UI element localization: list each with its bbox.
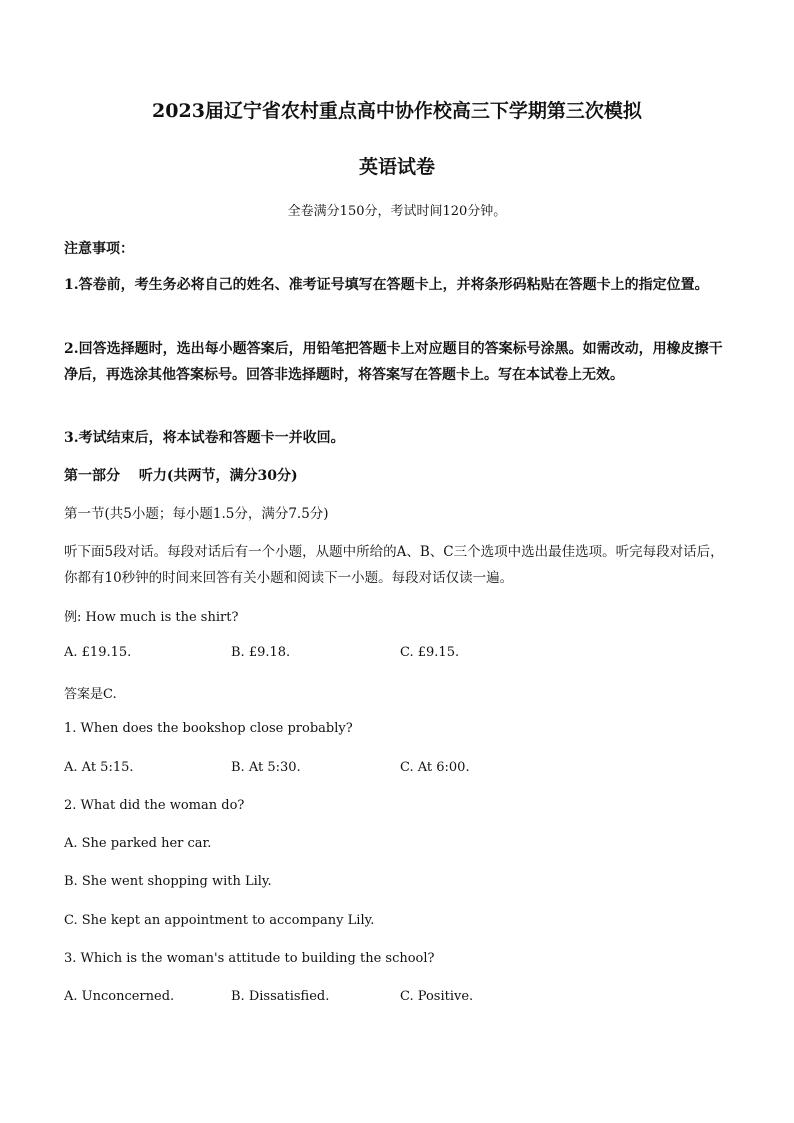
- part1-heading: 第一部分 听力(共两节，满分30分): [64, 468, 298, 484]
- example-option-b: B. £9.18.: [231, 645, 291, 660]
- example-option-c: C. £9.15.: [400, 645, 460, 660]
- question-3: 3. Which is the woman's attitude to building the school?: [64, 951, 435, 966]
- question-3-option-a: A. Unconcerned.: [64, 989, 175, 1004]
- question-1: 1. When does the bookshop close probably?: [64, 721, 353, 736]
- question-1-option-c: C. At 6:00.: [400, 760, 470, 775]
- example-answer: 答案是C.: [64, 687, 117, 702]
- note-item-1: 1.答卷前，考生务必将自己的姓名、准考证号填写在答题卡上，并将条形码粘贴在答题卡上的指定位置。: [64, 277, 709, 293]
- section1-instructions: 听下面5段对话。每段对话后有一个小题，从题中所给的A、B、C三个选项中选出最佳选项。听完每段对话后，你都有10秒钟的时间来回答有关小题和阅读下一小题。每段对话仅读一遍。: [64, 544, 724, 586]
- question-2: 2. What did the woman do?: [64, 798, 245, 813]
- question-2-option-c: C. She kept an appointment to accompany Lily.: [64, 913, 375, 928]
- exam-subtitle: 英语试卷: [358, 156, 435, 178]
- example-option-a: A. £19.15.: [64, 645, 132, 660]
- exam-info: 全卷满分150分，考试时间120分钟。: [287, 204, 507, 219]
- question-1-option-a: A. At 5:15.: [64, 760, 134, 775]
- note-item-3: 3.考试结束后，将本试卷和答题卡一并收回。: [64, 430, 345, 446]
- notes-heading: 注意事项：: [64, 241, 134, 257]
- note-item-2: 2.回答选择题时，选出每小题答案后，用铅笔把答题卡上对应题目的答案标号涂黑。如需改动，用橡皮擦干净后，再选涂其他答案标号。回答非选择题时，将答案写在答题卡上。写在本试卷上无效。: [64, 341, 723, 383]
- question-3-option-b: B. Dissatisfied.: [231, 989, 330, 1004]
- question-1-option-b: B. At 5:30.: [231, 760, 301, 775]
- exam-title: 2023届辽宁省农村重点高中协作校高三下学期第三次模拟: [152, 100, 642, 122]
- section1-heading: 第一节(共5小题；每小题1.5分，满分7.5分): [64, 506, 329, 522]
- example-question: 例: How much is the shirt?: [64, 610, 239, 625]
- question-2-option-b: B. She went shopping with Lily.: [64, 874, 272, 889]
- question-3-option-c: C. Positive.: [400, 989, 474, 1004]
- question-2-option-a: A. She parked her car.: [64, 836, 212, 851]
